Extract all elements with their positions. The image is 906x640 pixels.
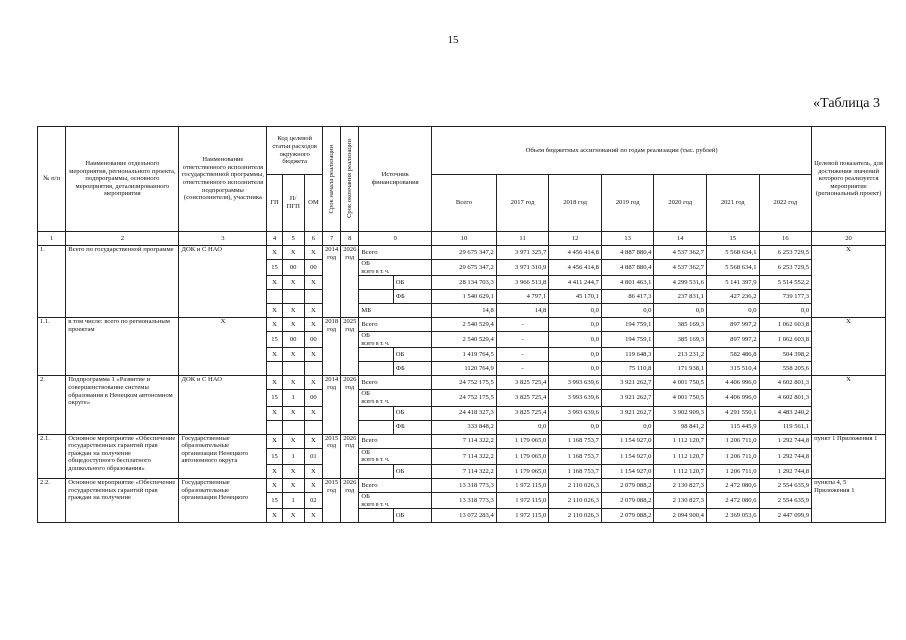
value-year: 2 554 635,9 (759, 478, 812, 492)
code-gp: X (267, 478, 282, 492)
source (359, 464, 393, 478)
value-year: 2 472 080,6 (706, 478, 759, 492)
header-2017: 2017 год (496, 175, 549, 232)
code-gp: X (267, 348, 282, 362)
code-pp: 00 (282, 260, 304, 276)
value-total: 24 752 175,5 (432, 390, 497, 406)
value-year: 897 997,2 (706, 332, 759, 348)
code-gp (267, 362, 282, 376)
value-total: 1120 764,9 (432, 362, 497, 376)
value-total: 29 675 347,2 (432, 260, 497, 276)
code-pp: 1 (282, 492, 304, 508)
code-om: X (304, 406, 322, 420)
value-total: 7 114 322,2 (432, 448, 497, 464)
value-year: 4 299 531,6 (654, 276, 707, 290)
value-year: - (496, 362, 549, 376)
source (359, 362, 393, 376)
table-row (38, 246, 886, 260)
row-name: Всего по государственной программе (66, 246, 179, 318)
code-pp (282, 362, 304, 376)
value-year: 45 170,1 (549, 290, 602, 304)
col-number: 12 (549, 232, 602, 246)
code-om (304, 420, 322, 434)
source: Всего (359, 376, 432, 390)
code-pp (282, 420, 304, 434)
row-executor: Государственные образовательные организации Ненецкого автономного округа (179, 434, 267, 478)
value-year: 3 993 639,6 (549, 376, 602, 390)
value-year: 2 110 026,3 (549, 478, 602, 492)
table-body (38, 246, 886, 523)
start-year: 2015 год (323, 478, 341, 522)
value-year: 4 001 750,5 (654, 390, 707, 406)
source (359, 509, 393, 523)
value-total: 1 419 764,5 (432, 348, 497, 362)
code-om: 00 (304, 332, 322, 348)
code-pp: X (282, 304, 304, 318)
value-year: 427 236,2 (706, 290, 759, 304)
code-om: 00 (304, 260, 322, 276)
value-year: 1 179 065,0 (496, 434, 549, 448)
code-pp: X (282, 464, 304, 478)
value-total: 29 675 347,2 (432, 246, 497, 260)
value-year: 171 938,1 (654, 362, 707, 376)
end-year: 2025 год (341, 318, 359, 376)
value-year: 1 206 711,0 (706, 448, 759, 464)
end-year: 2026 год (341, 434, 359, 478)
header-2021: 2021 год (706, 175, 759, 232)
column-number-row (38, 232, 886, 246)
value-year: 1 179 065,0 (496, 464, 549, 478)
row-target: пункт 1 Приложения 1 (812, 434, 886, 478)
value-year: 2 554 635,9 (759, 492, 812, 508)
row-target: X (812, 246, 886, 318)
value-total: 13 318 773,3 (432, 492, 497, 508)
col-number: 5 (282, 232, 304, 246)
value-year: 1 112 120,7 (654, 448, 707, 464)
source (359, 348, 393, 362)
value-year: 0,0 (549, 362, 602, 376)
value-year: 2 079 088,2 (601, 509, 654, 523)
value-year: 115 445,9 (706, 420, 759, 434)
value-year: 4 001 750,5 (654, 376, 707, 390)
value-year: 2 079 088,2 (601, 492, 654, 508)
value-year: 0,0 (549, 332, 602, 348)
value-year: 558 205,6 (759, 362, 812, 376)
value-year: 1 112 120,7 (654, 434, 707, 448)
code-pp (282, 290, 304, 304)
code-om: X (304, 376, 322, 390)
value-year: 0,0 (601, 420, 654, 434)
value-year: 1 168 753,7 (549, 464, 602, 478)
code-pp: X (282, 246, 304, 260)
code-om (304, 362, 322, 376)
header-target: Целевой показатель, для достижения значений которого реализуется мероприятие (региональный проект) (812, 127, 886, 232)
value-year: 1 206 711,0 (706, 464, 759, 478)
col-number: 2 (66, 232, 179, 246)
value-year: 3 825 725,4 (496, 390, 549, 406)
header-name: Наименование отдельного мероприятия, регионального проекта, подпрограммы, основного мероприятия, детализированного мероприятия (66, 127, 179, 232)
col-number: 13 (601, 232, 654, 246)
value-total: 28 134 703,3 (432, 276, 497, 290)
source: Всего (359, 478, 432, 492)
value-year: 75 110,8 (601, 362, 654, 376)
value-year: 4 797,1 (496, 290, 549, 304)
code-om: X (304, 318, 322, 332)
code-pp: X (282, 348, 304, 362)
col-number: 20 (812, 232, 886, 246)
header-2020: 2020 год (654, 175, 707, 232)
value-year: 315 510,4 (706, 362, 759, 376)
value-year: 1 062 603,8 (759, 318, 812, 332)
row-name: Основное мероприятие «Обеспечение государственных гарантий прав граждан на получение (66, 478, 179, 522)
row-executor: X (179, 318, 267, 376)
header-gp: ГП (267, 175, 282, 232)
code-om: X (304, 246, 322, 260)
end-year: 2026 год (341, 376, 359, 434)
source: Всего (359, 318, 432, 332)
header-source: Источник финансирования (359, 127, 432, 232)
code-gp: X (267, 406, 282, 420)
row-name: в том числе: всего по региональным проектам (66, 318, 179, 376)
value-total: 13 318 773,3 (432, 478, 497, 492)
end-year: 2026 год (341, 246, 359, 318)
value-year: 4 411 244,7 (549, 276, 602, 290)
code-gp: X (267, 304, 282, 318)
table-row (38, 318, 886, 332)
value-year: 1 168 753,7 (549, 448, 602, 464)
code-gp: X (267, 434, 282, 448)
value-year: 897 997,2 (706, 318, 759, 332)
value-year: 1 292 744,8 (759, 464, 812, 478)
row-number: 2.1. (38, 434, 66, 478)
value-year: 385 169,3 (654, 318, 707, 332)
value-year: 1 972 115,0 (496, 492, 549, 508)
code-om: X (304, 509, 322, 523)
value-year: 86 417,3 (601, 290, 654, 304)
row-number: 1.1. (38, 318, 66, 376)
value-year: 4 456 414,8 (549, 246, 602, 260)
code-gp: X (267, 376, 282, 390)
code-om: X (304, 434, 322, 448)
value-year: 3 825 725,4 (496, 406, 549, 420)
value-year: 119 648,3 (601, 348, 654, 362)
code-pp: X (282, 318, 304, 332)
value-year: 1 972 115,0 (496, 509, 549, 523)
code-pp: X (282, 406, 304, 420)
value-year: 582 486,8 (706, 348, 759, 362)
value-year: 119 561,1 (759, 420, 812, 434)
code-pp: X (282, 376, 304, 390)
header-end: Срок окончания реализации (341, 127, 359, 232)
value-year: 0,0 (496, 420, 549, 434)
row-executor: ДОК и С НАО (179, 376, 267, 434)
header-total: Всего (432, 175, 497, 232)
code-pp: 1 (282, 390, 304, 406)
code-pp: X (282, 276, 304, 290)
code-om: X (304, 478, 322, 492)
code-om: X (304, 464, 322, 478)
col-number: 11 (496, 232, 549, 246)
code-pp: 00 (282, 332, 304, 348)
code-gp (267, 420, 282, 434)
header-start: Срок начала реализации (323, 127, 341, 232)
value-year: 3 902 909,3 (654, 406, 707, 420)
table-row (38, 434, 886, 448)
value-year: 5 141 397,9 (706, 276, 759, 290)
value-year: 0,0 (601, 304, 654, 318)
source-sub: ОБ (393, 509, 431, 523)
value-year: 6 253 729,5 (759, 246, 812, 260)
value-year: 1 292 744,8 (759, 448, 812, 464)
start-year: 2014 год (323, 246, 341, 318)
source (359, 406, 393, 420)
source-sub: ОБ (393, 464, 431, 478)
value-year: 504 398,2 (759, 348, 812, 362)
value-year: 4 456 414,8 (549, 260, 602, 276)
code-gp: 15 (267, 390, 282, 406)
value-year: 2 369 053,6 (706, 509, 759, 523)
code-gp: 15 (267, 332, 282, 348)
row-executor: Государственные образовательные организации Ненецкого (179, 478, 267, 522)
value-year: 0,0 (549, 420, 602, 434)
value-year: 2 472 080,6 (706, 492, 759, 508)
code-om: X (304, 276, 322, 290)
value-year: 1 179 065,0 (496, 448, 549, 464)
source: ОБ всего в т. ч. (359, 390, 432, 406)
row-number: 2. (38, 376, 66, 434)
code-gp: X (267, 318, 282, 332)
code-gp: X (267, 464, 282, 478)
value-year: 4 291 550,1 (706, 406, 759, 420)
start-year: 2014 год (323, 376, 341, 434)
value-year: 2 094 900,4 (654, 509, 707, 523)
table-row (38, 478, 886, 492)
code-gp: 15 (267, 260, 282, 276)
value-year: 3 993 639,6 (549, 390, 602, 406)
row-target: X (812, 376, 886, 434)
value-year: 3 971 310,9 (496, 260, 549, 276)
col-number: 8 (341, 232, 359, 246)
value-year: 2 110 026,3 (549, 492, 602, 508)
page-number: 15 (447, 34, 459, 46)
value-year: 4 406 996,0 (706, 390, 759, 406)
col-number: 14 (654, 232, 707, 246)
col-number: 9 (359, 232, 432, 246)
value-year: 3 993 639,6 (549, 406, 602, 420)
source: ОБ всего в т. ч. (359, 492, 432, 508)
source: МБ (359, 304, 432, 318)
source: ОБ всего в т. ч. (359, 260, 432, 276)
row-number: 1. (38, 246, 66, 318)
value-total: 7 114 322,2 (432, 434, 497, 448)
value-year: 1 292 744,8 (759, 434, 812, 448)
value-year: 0,0 (759, 304, 812, 318)
value-year: 0,0 (706, 304, 759, 318)
value-year: 1 206 711,0 (706, 434, 759, 448)
value-year: - (496, 318, 549, 332)
code-gp: 15 (267, 448, 282, 464)
value-year: 5 568 634,1 (706, 260, 759, 276)
value-year: 3 921 262,7 (601, 406, 654, 420)
source-sub: ФБ (393, 290, 431, 304)
row-executor: ДОК и С НАО (179, 246, 267, 318)
value-total: 14,8 (432, 304, 497, 318)
value-year: 1 154 927,0 (601, 464, 654, 478)
header-ppgp: П/ ПГП (282, 175, 304, 232)
col-number: 3 (179, 232, 267, 246)
col-number: 16 (759, 232, 812, 246)
value-year: 385 169,3 (654, 332, 707, 348)
value-year: 4 483 240,2 (759, 406, 812, 420)
header-2018: 2018 год (549, 175, 602, 232)
value-year: 3 921 262,7 (601, 390, 654, 406)
value-year: 4 887 880,4 (601, 260, 654, 276)
value-year: 6 253 729,5 (759, 260, 812, 276)
source: Всего (359, 246, 432, 260)
source (359, 276, 393, 290)
value-total: 24 418 327,3 (432, 406, 497, 420)
value-total: 24 752 175,5 (432, 376, 497, 390)
value-year: 0,0 (549, 318, 602, 332)
budget-table (37, 126, 886, 523)
code-pp: 1 (282, 448, 304, 464)
value-year: 2 130 827,3 (654, 478, 707, 492)
header-2019: 2019 год (601, 175, 654, 232)
value-year: 213 231,2 (654, 348, 707, 362)
header-om: ОМ (304, 175, 322, 232)
source-sub: ФБ (393, 362, 431, 376)
value-year: 3 921 262,7 (601, 376, 654, 390)
col-number: 7 (323, 232, 341, 246)
col-number: 4 (267, 232, 282, 246)
value-year: 4 887 880,4 (601, 246, 654, 260)
value-year: 194 759,1 (601, 332, 654, 348)
value-year: 0,0 (654, 304, 707, 318)
source (359, 290, 393, 304)
source: Всего (359, 434, 432, 448)
code-om: 00 (304, 390, 322, 406)
source: ОБ всего в т. ч. (359, 448, 432, 464)
value-year: 14,8 (496, 304, 549, 318)
header-volume: Объем бюджетных ассигнований по годам реализации (тыс. рублей) (432, 127, 812, 175)
col-number: 1 (38, 232, 66, 246)
row-target: X (812, 318, 886, 376)
header-executor: Наименование ответственного исполнителя государственной программы, ответственного исполнителя подпрограммы (соисполнителя), участника (179, 127, 267, 232)
value-year: 739 177,3 (759, 290, 812, 304)
value-year: 5 568 634,1 (706, 246, 759, 260)
value-year: 3 966 513,8 (496, 276, 549, 290)
header-code: Код целевой статьи расходов окружного бюджета (267, 127, 323, 175)
row-name: Подпрограмма 1 «Развитие и совершенствование системы образования в Ненецком автономном округе» (66, 376, 179, 434)
value-total: 7 114 322,2 (432, 464, 497, 478)
code-om: X (304, 348, 322, 362)
value-year: 4 801 463,1 (601, 276, 654, 290)
start-year: 2015 год (323, 434, 341, 478)
code-gp: X (267, 276, 282, 290)
code-gp (267, 290, 282, 304)
source-sub: ОБ (393, 406, 431, 420)
value-year: 3 971 325,7 (496, 246, 549, 260)
value-year: 4 537 362,7 (654, 246, 707, 260)
source-sub: ОБ (393, 276, 431, 290)
value-year: 5 514 552,2 (759, 276, 812, 290)
value-year: 3 825 725,4 (496, 376, 549, 390)
col-number: 10 (432, 232, 497, 246)
value-year: - (496, 332, 549, 348)
table-caption: «Таблица 3 (813, 96, 880, 111)
value-year: 4 602 801,3 (759, 390, 812, 406)
code-gp: X (267, 509, 282, 523)
value-total: 2 540 529,4 (432, 332, 497, 348)
value-year: 1 154 927,0 (601, 448, 654, 464)
col-number: 15 (706, 232, 759, 246)
value-year: 194 759,1 (601, 318, 654, 332)
value-year: 1 062 603,8 (759, 332, 812, 348)
row-target: пункты 4, 5 Приложения 1 (812, 478, 886, 522)
value-year: 98 841,2 (654, 420, 707, 434)
code-pp: X (282, 434, 304, 448)
value-year: 2 447 099,9 (759, 509, 812, 523)
source (359, 420, 393, 434)
row-name: Основное мероприятие «Обеспечение государственных гарантий прав граждан на получение общедоступного бесплатного дошкольного образования» (66, 434, 179, 478)
col-number: 6 (304, 232, 322, 246)
value-year: 1 168 753,7 (549, 434, 602, 448)
value-total: 333 848,2 (432, 420, 497, 434)
value-year: 0,0 (549, 304, 602, 318)
code-pp: X (282, 509, 304, 523)
code-om: X (304, 304, 322, 318)
value-year: 1 112 120,7 (654, 464, 707, 478)
source-sub: ОБ (393, 348, 431, 362)
code-gp: 15 (267, 492, 282, 508)
code-om (304, 290, 322, 304)
value-total: 13 072 283,4 (432, 509, 497, 523)
value-year: 2 130 827,3 (654, 492, 707, 508)
start-year: 2018 год (323, 318, 341, 376)
code-gp: X (267, 246, 282, 260)
row-number: 2.2. (38, 478, 66, 522)
value-year: 2 110 026,3 (549, 509, 602, 523)
value-year: 1 972 115,0 (496, 478, 549, 492)
source-sub: ФБ (393, 420, 431, 434)
value-year: 4 537 362,7 (654, 260, 707, 276)
code-om: 02 (304, 492, 322, 508)
header-2022: 2022 год (759, 175, 812, 232)
code-om: 01 (304, 448, 322, 464)
header-num: № п/п (38, 127, 66, 232)
value-year: 0,0 (549, 348, 602, 362)
value-total: 2 540 529,4 (432, 318, 497, 332)
code-pp: X (282, 478, 304, 492)
value-year: 237 831,1 (654, 290, 707, 304)
value-total: 1 540 629,1 (432, 290, 497, 304)
value-year: 4 406 996,0 (706, 376, 759, 390)
table-row (38, 376, 886, 390)
end-year: 2026 год (341, 478, 359, 522)
value-year: 4 602 801,3 (759, 376, 812, 390)
value-year: - (496, 348, 549, 362)
value-year: 1 154 927,0 (601, 434, 654, 448)
value-year: 2 079 088,2 (601, 478, 654, 492)
source: ОБ всего в т. ч. (359, 332, 432, 348)
